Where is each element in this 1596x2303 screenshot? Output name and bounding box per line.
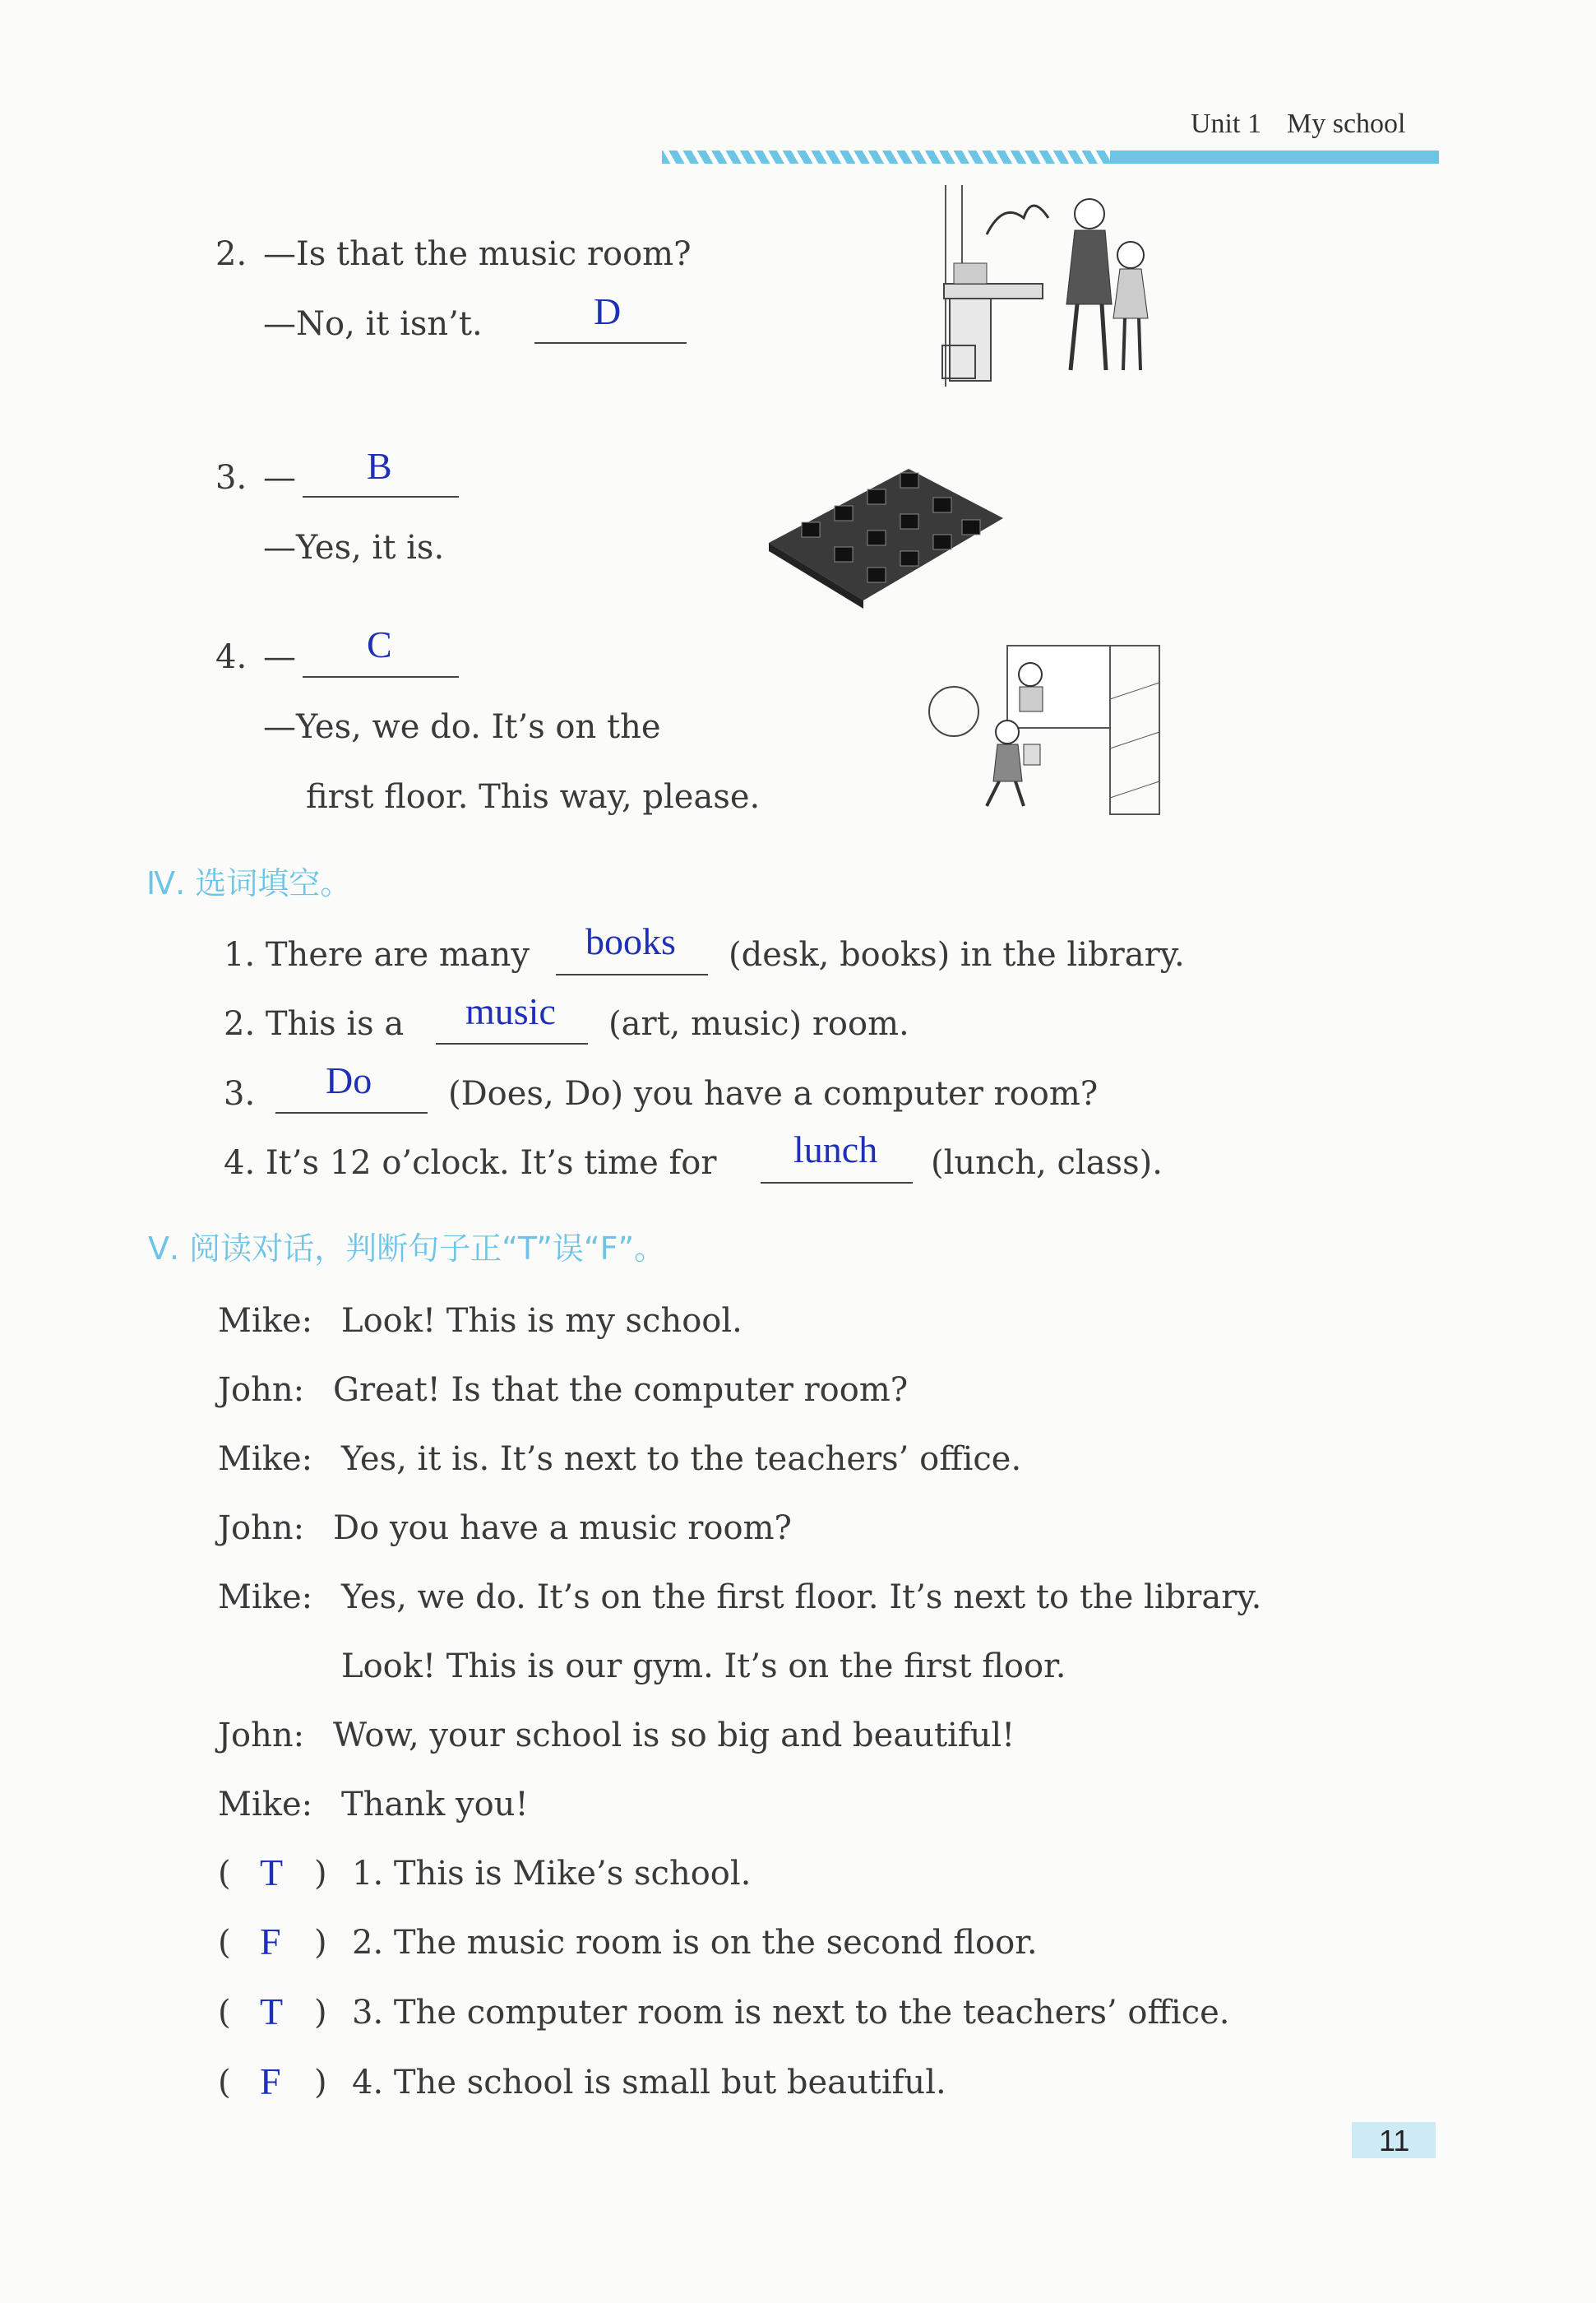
judgement-open-paren: (: [218, 1994, 231, 2032]
judgement-text: 2. The music room is on the second floor.: [352, 1924, 1038, 1962]
unit-title: My school: [1287, 109, 1406, 139]
s4-item2-post: (art, music) room.: [608, 1005, 909, 1043]
s4-item3-answer: Do: [326, 1059, 372, 1101]
dialogue-line: Look! This is my school.: [341, 1302, 742, 1340]
judgement-open-paren: (: [218, 2064, 231, 2101]
q4-answer: C: [367, 623, 392, 665]
dialogue-line: Look! This is our gym. It’s on the first floor.: [341, 1647, 1066, 1685]
s4-item3-blank: [275, 1112, 428, 1114]
q3-blank: [303, 496, 459, 498]
q3-number: 3.: [215, 459, 247, 497]
judgement-open-paren: (: [218, 1924, 231, 1962]
dialogue-speaker: John:: [218, 1717, 305, 1754]
section5-title: Ⅴ. 阅读对话，判断句子正“T”误“F”。: [148, 1230, 666, 1267]
dialogue-speaker: John:: [218, 1371, 305, 1409]
dialogue-speaker: John:: [218, 1509, 305, 1547]
s4-item4-pre: 4. It’s 12 o’clock. It’s time for: [224, 1144, 717, 1182]
s4-item4-answer: lunch: [793, 1128, 878, 1170]
judgement-text: 4. The school is small but beautiful.: [352, 2064, 946, 2101]
q2-answer: D: [594, 290, 622, 332]
q3-dash: —: [263, 459, 296, 497]
q4-reply-line2: first floor. This way, please.: [306, 778, 761, 816]
dialogue-speaker: Mike:: [218, 1440, 313, 1478]
dialogue-line: Do you have a music room?: [333, 1509, 792, 1547]
judgement-text: 3. The computer room is next to the teachers’ office.: [352, 1994, 1230, 2032]
dialogue-line: Yes, we do. It’s on the first floor. It’s next to the library.: [341, 1578, 1262, 1616]
judgement-answer: T: [260, 1851, 284, 1893]
header-stripe: [662, 151, 1110, 164]
s4-item3-pre: 3.: [224, 1075, 256, 1113]
s4-item2-answer: music: [465, 990, 556, 1032]
dialogue-line: Great! Is that the computer room?: [333, 1371, 909, 1409]
dialogue-speaker: Mike:: [218, 1578, 313, 1616]
dialogue-line: Yes, it is. It’s next to the teachers’ office.: [341, 1440, 1022, 1478]
q4-dash: —: [263, 638, 296, 676]
q3-reply: —Yes, it is.: [263, 529, 445, 567]
header-bar: [1110, 151, 1439, 164]
s4-item1-pre: 1. There are many: [224, 936, 530, 974]
dialogue-line: Wow, your school is so big and beautiful!: [333, 1717, 1015, 1754]
q2-reply: —No, it isn’t.: [263, 305, 483, 343]
q2-blank: [534, 342, 687, 344]
q3-answer: B: [367, 445, 392, 487]
q4-number: 4.: [215, 638, 247, 676]
q2-question: —Is that the music room?: [263, 235, 692, 273]
judgement-text: 1. This is Mike’s school.: [352, 1855, 752, 1893]
s4-item1-answer: books: [585, 920, 676, 962]
q2-number: 2.: [215, 235, 247, 273]
page-number: 11: [1379, 2124, 1410, 2157]
judgement-close-paren: ): [314, 1994, 327, 2032]
dialogue-speaker: Mike:: [218, 1302, 313, 1340]
s4-item2-pre: 2. This is a: [224, 1005, 405, 1043]
q4-reply-line1: —Yes, we do. It’s on the: [263, 708, 661, 746]
dialogue-line: Thank you!: [341, 1786, 529, 1823]
unit-label: Unit 1: [1191, 109, 1261, 139]
s4-item3-post: (Does, Do) you have a computer room?: [448, 1075, 1099, 1113]
q4-blank: [303, 676, 459, 678]
dialogue-speaker: Mike:: [218, 1786, 313, 1823]
judgement-answer: F: [260, 2060, 281, 2102]
computer-room-illustration: [769, 444, 1003, 609]
teachers-office-illustration: [937, 185, 1159, 387]
s4-item2-blank: [436, 1043, 588, 1045]
judgement-answer: T: [260, 1990, 284, 2032]
judgement-close-paren: ): [314, 2064, 327, 2101]
s4-item4-post: (lunch, class).: [931, 1144, 1163, 1182]
judgement-close-paren: ): [314, 1924, 327, 1962]
judgement-answer: F: [260, 1921, 281, 1962]
section4-title: Ⅳ. 选词填空。: [146, 865, 352, 901]
s4-item1-post: (desk, books) in the library.: [729, 936, 1185, 974]
s4-item1-blank: [556, 974, 708, 975]
s4-item4-blank: [761, 1182, 913, 1184]
judgement-close-paren: ): [314, 1855, 327, 1893]
library-illustration: [925, 642, 1168, 818]
judgement-open-paren: (: [218, 1855, 231, 1893]
